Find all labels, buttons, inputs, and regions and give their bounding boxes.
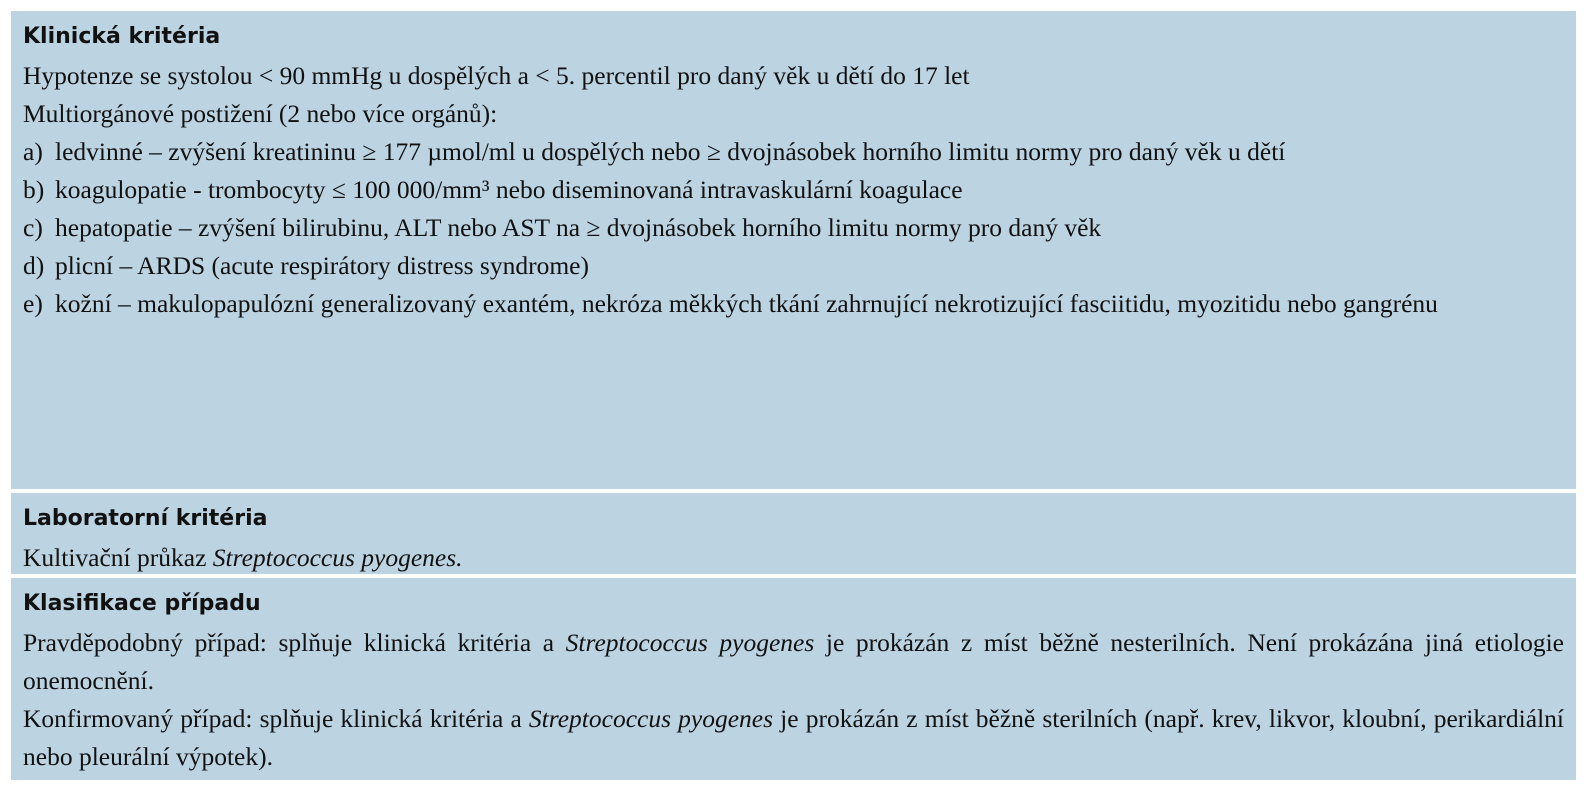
laboratory-text-prefix: Kultivační průkaz: [23, 543, 213, 572]
item-marker: d): [23, 251, 45, 280]
item-marker: a): [23, 137, 43, 166]
item-marker: e): [23, 289, 43, 318]
item-text: plicní – ARDS (acute respirátory distress syndrome): [55, 251, 589, 280]
organ-item-coagulopathy: [23, 171, 1564, 209]
case-classification-heading: Klasifikace případu: [23, 591, 261, 616]
clinical-criteria-section: [11, 11, 1576, 489]
laboratory-criteria-section: [11, 493, 1576, 574]
case-classification-section: [11, 578, 1576, 780]
organ-item-renal: [23, 133, 1564, 171]
probable-case-definition: [23, 624, 1564, 700]
confirmed-prefix: Konfirmovaný případ: splňuje klinická kritéria a: [23, 704, 529, 733]
confirmed-suffix: je prokázán z míst běžně sterilních (např. krev, likvor, kloubní, perikardiální nebo pleurální výpotek).: [23, 704, 1564, 771]
organ-item-pulmonary: [23, 247, 1564, 285]
laboratory-criterion: [23, 539, 1564, 577]
item-text: hepatopatie – zvýšení bilirubinu, ALT nebo AST na ≥ dvojnásobek horního limitu normy pro daný věk: [55, 213, 1102, 242]
confirmed-case-definition: [23, 700, 1564, 776]
laboratory-criteria-heading: Laboratorní kritéria: [23, 506, 268, 531]
clinical-criteria-heading: Klinická kritéria: [23, 24, 221, 49]
organ-item-hepatopathy: [23, 209, 1564, 247]
organ-item-skin: [23, 285, 1564, 323]
item-text: koagulopatie - trombocyty ≤ 100 000/mm³ nebo diseminovaná intravaskulární koagulace: [55, 175, 963, 204]
probable-suffix: je prokázán z míst běžně nesterilních. Není prokázána jiná etiologie onemocnění.: [23, 628, 1564, 695]
multiorgan-criterion: Multiorgánové postižení (2 nebo více orgánů):: [23, 99, 498, 128]
organism-name: Streptococcus pyogenes: [565, 628, 815, 657]
probable-prefix: Pravděpodobný případ: splňuje klinická kritéria a: [23, 628, 566, 657]
organism-name: Streptococcus pyogenes: [528, 704, 774, 733]
item-marker: b): [23, 175, 45, 204]
item-marker: c): [23, 213, 43, 242]
organism-name: Streptococcus pyogenes.: [212, 543, 463, 572]
hypotension-criterion: Hypotenze se systolou < 90 mmHg u dospělých a < 5. percentil pro daný věk u dětí do 17 let: [23, 61, 970, 90]
item-text: ledvinné – zvýšení kreatininu ≥ 177 µmol/ml u dospělých nebo ≥ dvojnásobek horního limitu normy pro daný věk u dětí: [55, 137, 1286, 166]
item-text: kožní – makulopapulózní generalizovaný exantém, nekróza měkkých tkání zahrnující nekrotizující fasciitidu, myozitidu nebo gangrénu: [55, 289, 1438, 318]
